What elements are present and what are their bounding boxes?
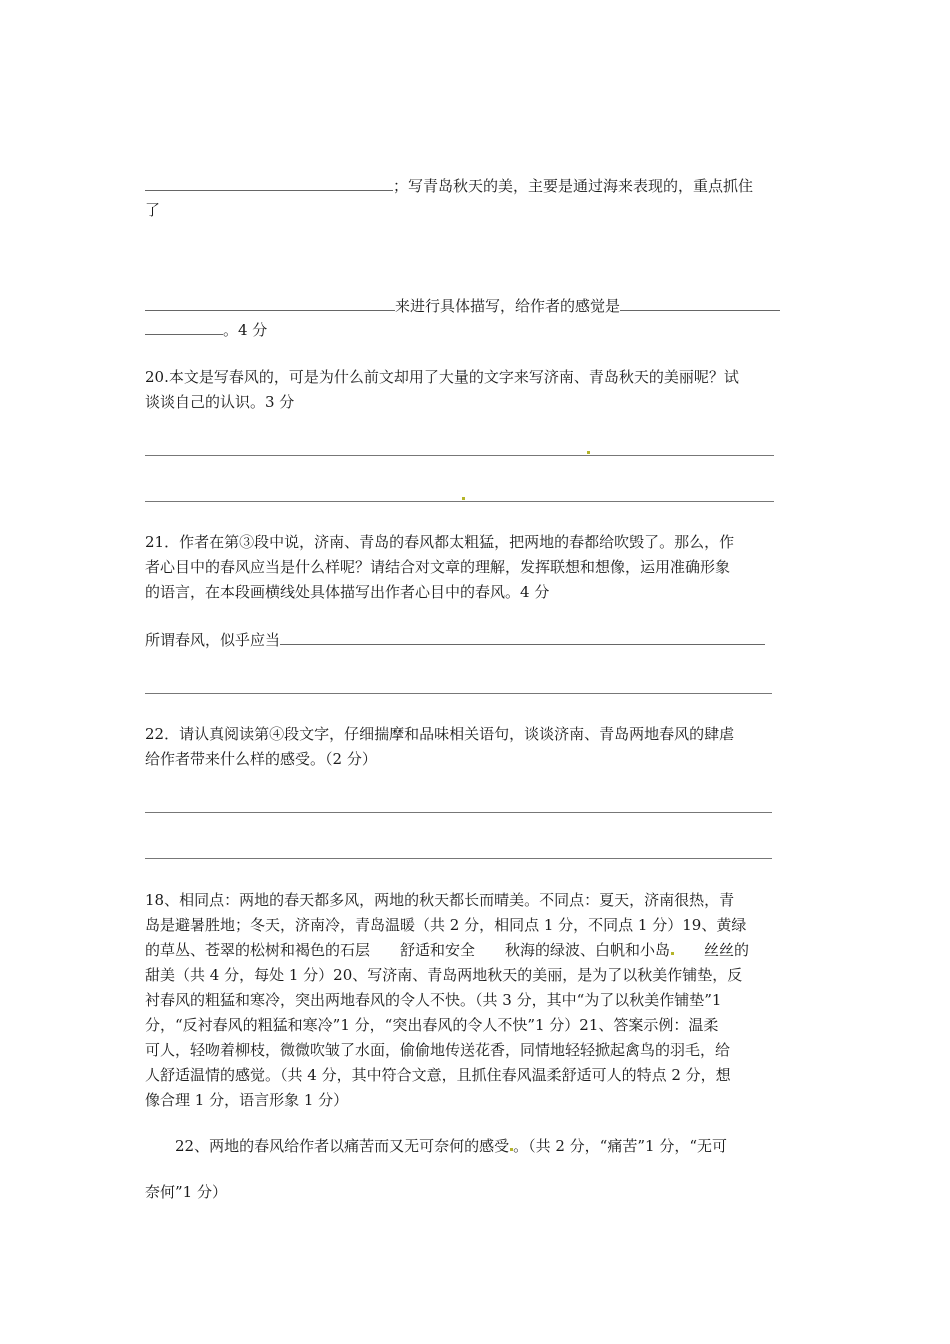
answer-line-1: 18、相同点：两地的春天都多风，两地的秋天都长而晴美。不同点：夏天，济南很热，青 [145, 891, 735, 909]
answer-line-7: 可人，轻吻着柳枝，微微吹皱了水面，偷偷地传送花香，同情地轻轻掀起禽鸟的羽毛，给 [145, 1041, 731, 1059]
answer-line[interactable] [145, 812, 772, 813]
answer-blank[interactable] [145, 296, 395, 311]
q20-line-2: 谈谈自己的认识。3 分 [145, 393, 295, 411]
answer-line-8: 人舒适温情的感觉。（共 4 分，其中符合文意，且抓住春风温柔舒适可人的特点 2 分，想 [145, 1066, 731, 1084]
q19-text-3: 来进行具体描写，给作者的感觉是 [395, 297, 621, 315]
answer-blank[interactable] [620, 296, 780, 311]
answer-segment: 22、两地的春风给作者以痛苦而又无可奈何的感受 [175, 1137, 510, 1155]
answer-line[interactable] [145, 693, 772, 694]
q21-line-2: 者心目中的春风应当是什么样呢？请结合对文章的理解，发挥联想和想像，运用准确形象 [145, 558, 731, 576]
answer-segment: 。（共 2 分，“痛苦”1 分，“无可 [513, 1137, 727, 1155]
q19-line-1 [145, 175, 753, 197]
q20-line-1: 20.本文是写春风的，可是为什么前文却用了大量的文字来写济南、青岛秋天的美丽呢？试 [145, 368, 739, 386]
answer-segment: 丝丝的 [704, 941, 750, 959]
answer-line-4: 甜美（共 4 分，每处 1 分）20、写济南、青岛两地秋天的美丽，是为了以秋美作铺垫，反 [145, 966, 743, 984]
answer-blank[interactable] [145, 176, 393, 191]
answer-blank[interactable] [145, 320, 223, 335]
answer-line[interactable] [145, 501, 774, 502]
answer-line-3 [145, 939, 749, 961]
q21-line-3: 的语言，在本段画横线处具体描写出作者心目中的春风。4 分 [145, 583, 550, 601]
answer-segment: 舒适和安全 [400, 941, 476, 959]
scan-dot [671, 952, 674, 955]
q19-text-1: ；写青岛秋天的美，主要是通过海来表现的，重点抓住 [393, 177, 754, 195]
answer-line-11: 奈何”1 分） [145, 1183, 227, 1201]
answer-line[interactable] [145, 455, 774, 456]
answer-line-6: 分，“反衬春风的粗猛和寒冷”1 分，“突出春风的令人不快”1 分）21、答案示例：温柔 [145, 1016, 719, 1034]
answer-line-5: 衬春风的粗猛和寒冷，突出两地春风的令人不快。（共 3 分，其中“为了以秋美作铺垫”1 [145, 991, 722, 1009]
answer-line-9: 像合理 1 分，语言形象 1 分） [145, 1091, 349, 1109]
q19-line-3 [145, 295, 780, 317]
answer-line[interactable] [145, 858, 772, 859]
answer-blank[interactable] [280, 630, 765, 645]
q22-line-2: 给作者带来什么样的感受。（2 分） [145, 750, 377, 768]
q19-line-2: 了 [145, 201, 161, 219]
q19-line-4 [145, 319, 267, 341]
q22-line-1: 22．请认真阅读第④段文字，仔细揣摩和品味相关语句，谈谈济南、青岛两地春风的肆虐 [145, 725, 735, 743]
q19-text-4: 。4 分 [223, 321, 268, 339]
q21-answer-line [145, 629, 765, 651]
scan-dot [462, 497, 465, 500]
answer-segment: 的草丛、苍翠的松树和褐色的石层 [145, 941, 371, 959]
scan-dot [587, 451, 590, 454]
q21-answer-prefix: 所谓春风，似乎应当 [145, 631, 281, 649]
answer-line-10 [175, 1135, 727, 1157]
q21-line-1: 21．作者在第③段中说，济南、青岛的春风都太粗猛，把两地的春都给吹毁了。那么，作 [145, 533, 735, 551]
answer-segment: 秋海的绿波、白帆和小岛 [505, 941, 671, 959]
answer-line-2: 岛是避暑胜地；冬天，济南冷，青岛温暖（共 2 分，相同点 1 分，不同点 1 分）19、黄绿 [145, 916, 747, 934]
